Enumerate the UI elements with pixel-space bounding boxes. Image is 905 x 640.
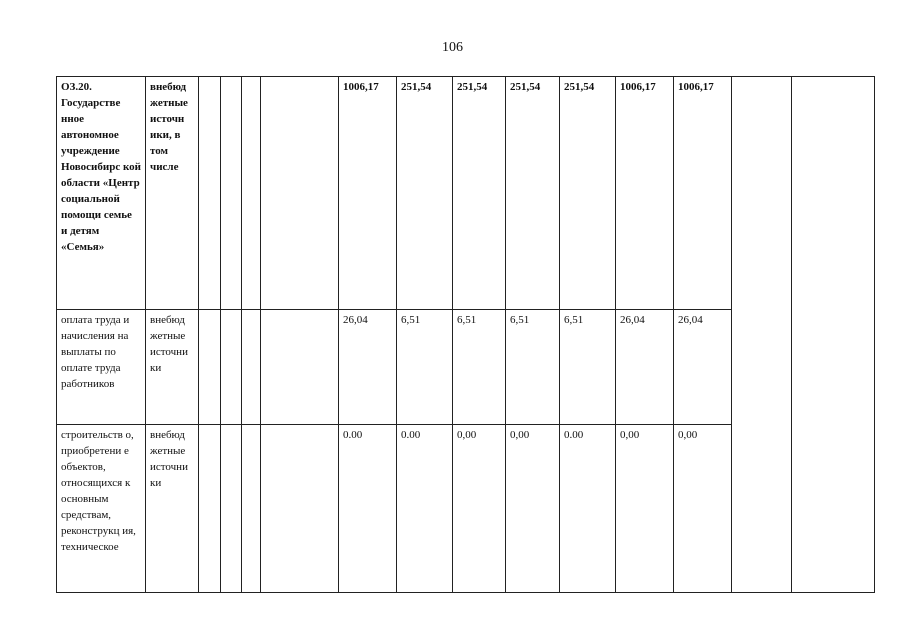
value-cell: 1006,17 — [616, 77, 674, 310]
empty-cell — [261, 425, 339, 593]
empty-cell — [221, 425, 242, 593]
value-cell: 0.00 — [397, 425, 453, 593]
empty-cell — [242, 77, 261, 310]
value-cell: 6,51 — [453, 310, 506, 425]
value-cell: 26,04 — [674, 310, 732, 425]
value-cell: 251,54 — [506, 77, 560, 310]
empty-merged-cell — [732, 77, 792, 593]
value-cell: 251,54 — [397, 77, 453, 310]
empty-cell — [199, 77, 221, 310]
funding-source-cell: внебюд жетные источн ики, в том числе — [146, 77, 199, 310]
empty-cell — [261, 310, 339, 425]
row-name-cell: строительств о, приобретени е объектов, относящихся к основным средствам, реконструкц ия, техническое — [57, 425, 146, 593]
value-cell: 0,00 — [674, 425, 732, 593]
empty-cell — [199, 425, 221, 593]
funding-source-cell: внебюд жетные источни ки — [146, 310, 199, 425]
page-number: 106 — [442, 40, 463, 55]
budget-table — [56, 76, 875, 593]
value-cell: 0.00 — [339, 425, 397, 593]
value-cell: 0,00 — [616, 425, 674, 593]
empty-cell — [221, 77, 242, 310]
row-name-cell: оплата труда и начисления на выплаты по оплате труда работников — [57, 310, 146, 425]
empty-cell — [242, 425, 261, 593]
value-cell: 26,04 — [616, 310, 674, 425]
row-name-cell: ОЗ.20. Государстве нное автономное учреждение Новосибирс кой области «Центр социальной помощи семье и детям «Семья» — [57, 77, 146, 310]
funding-source-cell: внебюд жетные источни ки — [146, 425, 199, 593]
value-cell: 1006,17 — [339, 77, 397, 310]
value-cell: 6,51 — [506, 310, 560, 425]
value-cell: 6,51 — [560, 310, 616, 425]
empty-cell — [242, 310, 261, 425]
value-cell: 1006,17 — [674, 77, 732, 310]
empty-cell — [221, 310, 242, 425]
value-cell: 0,00 — [453, 425, 506, 593]
value-cell: 6,51 — [397, 310, 453, 425]
value-cell: 0.00 — [560, 425, 616, 593]
empty-merged-cell — [792, 77, 875, 593]
empty-cell — [199, 310, 221, 425]
empty-cell — [261, 77, 339, 310]
value-cell: 251,54 — [560, 77, 616, 310]
value-cell: 251,54 — [453, 77, 506, 310]
value-cell: 0,00 — [506, 425, 560, 593]
value-cell: 26,04 — [339, 310, 397, 425]
table-row — [57, 77, 875, 310]
